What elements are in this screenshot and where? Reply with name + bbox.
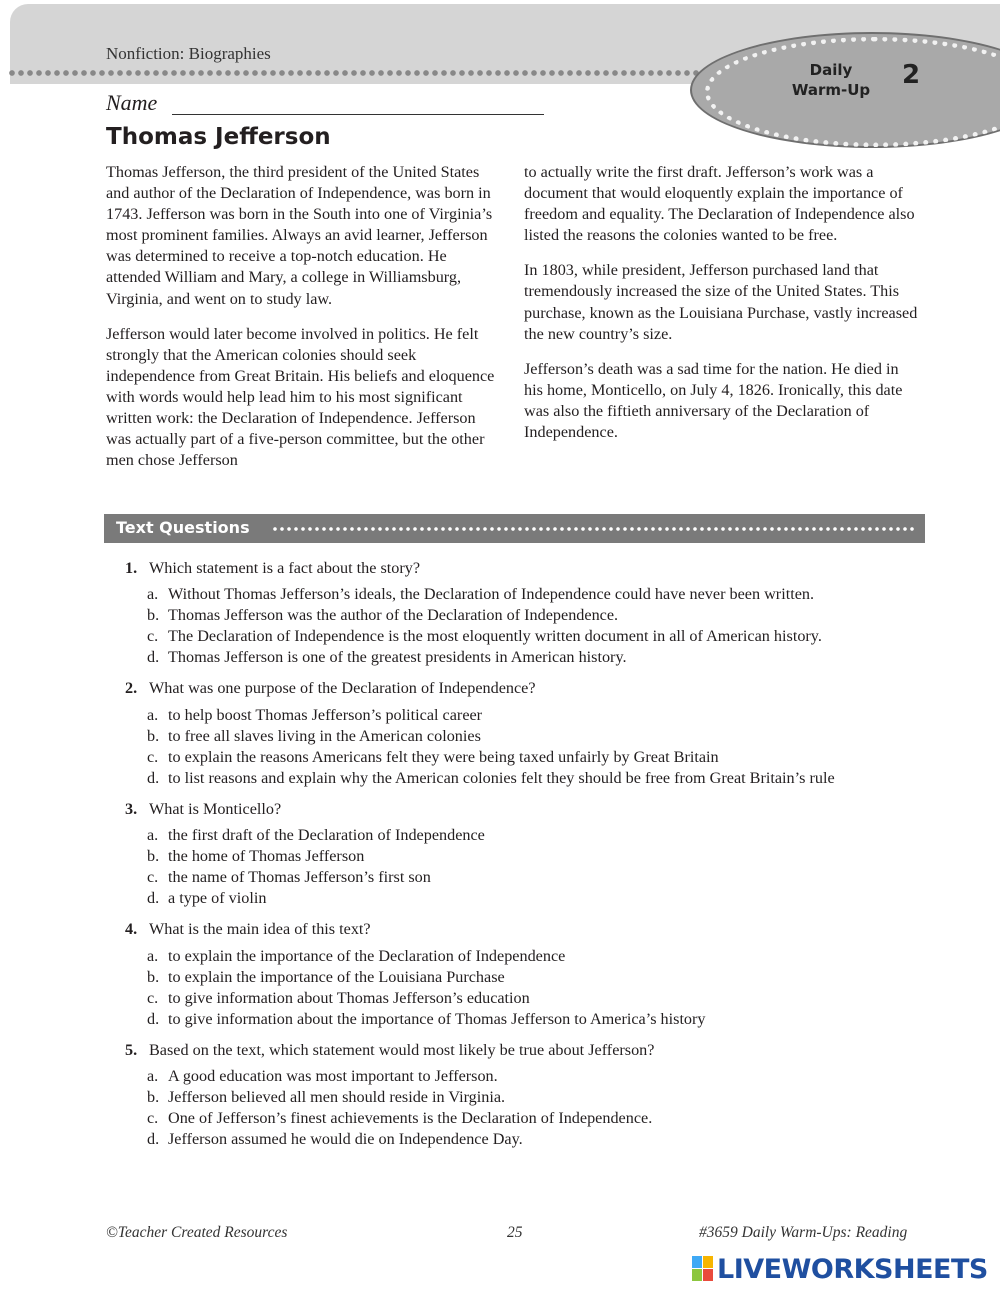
category-label: Nonfiction: Biographies	[106, 44, 271, 63]
answer-choice[interactable]	[125, 1129, 925, 1150]
choice-letter: a.	[147, 1066, 159, 1085]
answer-choice[interactable]	[125, 967, 925, 988]
choice-text: to explain the importance of the Louisiana Purchase	[168, 967, 505, 986]
choice-text: the home of Thomas Jefferson	[168, 847, 365, 866]
choice-letter: c.	[147, 747, 159, 766]
answer-choice[interactable]	[125, 1066, 925, 1087]
warmup-badge-label: Daily Warm-Up	[791, 61, 871, 99]
choice-text: A good education was most important to Jefferson.	[168, 1066, 498, 1085]
liveworksheets-logo-icon	[692, 1256, 714, 1282]
choice-letter: a.	[147, 946, 159, 965]
choice-letter: a.	[147, 705, 159, 724]
passage-paragraph: Thomas Jefferson, the third president of the United States and author of the Declaration of Independence, was born in 1743. Jefferson was born in the South into one of Virginia’s most prominent families. Always an avid learner, Jefferson was determined to receive a top-notch education. He attended William and Mary, a college in Williamsburg, Virginia, and went on to study law.	[106, 163, 493, 308]
choice-letter: b.	[147, 1088, 160, 1107]
liveworksheets-logo-text: LIVEWORKSHEETS	[717, 1253, 988, 1285]
answer-choice[interactable]	[125, 1009, 925, 1030]
answer-choice[interactable]	[125, 626, 925, 647]
answer-choice[interactable]	[125, 605, 925, 626]
footer-page-number: 25	[507, 1224, 523, 1241]
choice-text: to give information about Thomas Jefferson’s education	[168, 988, 530, 1007]
question-number: 1.	[125, 559, 138, 577]
liveworksheets-watermark	[692, 1252, 988, 1286]
choice-letter: d.	[147, 648, 160, 667]
choice-text: a type of violin	[168, 889, 267, 908]
question-list	[125, 558, 925, 1160]
answer-choice[interactable]	[125, 584, 925, 605]
choice-letter: b.	[147, 967, 160, 986]
answer-choice[interactable]	[125, 768, 925, 789]
footer-book-title: #3659 Daily Warm-Ups: Reading	[699, 1224, 908, 1241]
question-3	[125, 799, 925, 909]
question-number: 3.	[125, 799, 138, 818]
section-header-bar	[104, 514, 925, 543]
question-4	[125, 919, 925, 1029]
question-text: What was one purpose of the Declaration of Independence?	[149, 679, 536, 698]
name-field[interactable]	[106, 90, 546, 118]
answer-choice[interactable]	[125, 726, 925, 747]
answer-choice[interactable]	[125, 846, 925, 867]
warmup-badge-number: 2	[902, 60, 921, 90]
choice-text: the first draft of the Declaration of Independence	[168, 826, 485, 845]
choice-text: One of Jefferson’s finest achievements is the Declaration of Independence.	[168, 1109, 653, 1128]
question-1	[125, 558, 925, 668]
answer-choice[interactable]	[125, 888, 925, 909]
choice-text: Jefferson believed all men should reside in Virginia.	[168, 1088, 506, 1107]
answer-choice[interactable]	[125, 705, 925, 726]
choice-text: to list reasons and explain why the American colonies felt they should be free from Great Britain’s rule	[168, 768, 835, 787]
section-dot-leader	[272, 526, 917, 532]
page-title: Thomas Jefferson	[106, 124, 331, 150]
question-text: Based on the text, which statement would most likely be true about Jefferson?	[149, 1040, 655, 1059]
question-text: What is Monticello?	[149, 799, 282, 818]
passage-paragraph: to actually write the first draft. Jefferson’s work was a document that would eloquently explain the importance of freedom and equality. The Declaration of Independence also listed the reasons the colonies wanted to be free.	[524, 163, 915, 245]
choice-text: to help boost Thomas Jefferson’s political career	[168, 705, 483, 724]
choice-letter: c.	[147, 868, 159, 887]
answer-choice[interactable]	[125, 867, 925, 888]
answer-choice[interactable]	[125, 1108, 925, 1129]
choice-text: Jefferson assumed he would die on Independence Day.	[168, 1130, 523, 1149]
question-number: 2.	[125, 679, 138, 698]
question-number: 4.	[125, 920, 138, 939]
question-5	[125, 1040, 925, 1150]
choice-letter: d.	[147, 1130, 160, 1149]
choice-letter: a.	[147, 826, 159, 845]
choice-text: the name of Thomas Jefferson’s first son	[168, 868, 431, 887]
choice-text: to explain the reasons Americans felt they were being taxed unfairly by Great Britain	[168, 747, 719, 766]
choice-text: Thomas Jefferson was the author of the Declaration of Independence.	[168, 606, 619, 625]
section-title: Text Questions	[116, 518, 250, 537]
choice-text: The Declaration of Independence is the most eloquently written document in all of American history.	[168, 627, 822, 646]
choice-letter: b.	[147, 726, 160, 745]
choice-text: to free all slaves living in the American colonies	[168, 726, 481, 745]
choice-text: Without Thomas Jefferson’s ideals, the Declaration of Independence could have never been written.	[168, 585, 815, 604]
choice-letter: d.	[147, 1009, 160, 1028]
choice-text: to give information about the importance of Thomas Jefferson to America’s history	[168, 1009, 706, 1028]
name-label: Name	[106, 90, 158, 115]
choice-letter: d.	[147, 889, 160, 908]
choice-letter: c.	[147, 1109, 159, 1128]
question-number: 5.	[125, 1040, 138, 1059]
footer-copyright: ©Teacher Created Resources	[106, 1224, 288, 1241]
choice-text: to explain the importance of the Declaration of Independence	[168, 946, 566, 965]
choice-letter: d.	[147, 768, 160, 787]
header-dot-divider	[8, 69, 708, 77]
answer-choice[interactable]	[125, 988, 925, 1009]
choice-letter: b.	[147, 606, 160, 625]
passage-left-column	[106, 162, 501, 485]
answer-choice[interactable]	[125, 1087, 925, 1108]
choice-letter: a.	[147, 585, 159, 604]
answer-choice[interactable]	[125, 946, 925, 967]
name-underline	[172, 114, 544, 115]
choice-letter: c.	[147, 627, 159, 646]
question-text: What is the main idea of this text?	[149, 920, 371, 939]
answer-choice[interactable]	[125, 747, 925, 768]
question-text: Which statement is a fact about the story?	[149, 559, 421, 577]
question-2	[125, 678, 925, 788]
passage-paragraph: Jefferson’s death was a sad time for the nation. He died in his home, Monticello, on July 4, 1826. Ironically, this date was also the fiftieth anniversary of the Declaration of Independence.	[524, 359, 903, 442]
answer-choice[interactable]	[125, 825, 925, 846]
choice-letter: c.	[147, 988, 159, 1007]
passage-right-column	[524, 162, 919, 457]
choice-letter: b.	[147, 847, 160, 866]
passage-paragraph: Jefferson would later become involved in politics. He felt strongly that the American colonies should seek independence from Great Britain. His beliefs and eloquence with words would help lead him to his most significant written work: the Declaration of Independence. Jefferson was actually part of a five-person committee, but the other men chose Jefferson	[106, 324, 495, 470]
choice-text: Thomas Jefferson is one of the greatest presidents in American history.	[168, 648, 627, 667]
answer-choice[interactable]	[125, 647, 925, 668]
passage-paragraph: In 1803, while president, Jefferson purchased land that tremendously increased the size of the United States. This purchase, known as the Louisiana Purchase, vastly increased the new country’s size.	[524, 261, 918, 343]
